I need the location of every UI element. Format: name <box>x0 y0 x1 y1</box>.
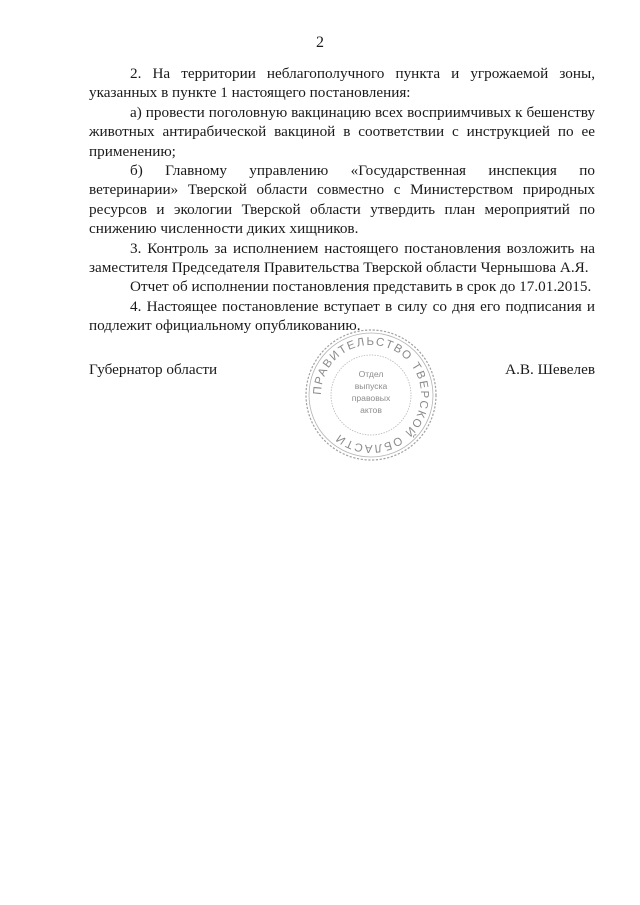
seal-ring-textpath: ПРАВИТЕЛЬСТВО ТВЕРСКОЙ ОБЛАСТИ <box>311 335 431 455</box>
paragraph-report-deadline: Отчет об исполнении постановления представить в срок до 17.01.2015. <box>130 278 592 296</box>
paragraph-item-2b: б) Главному управлению «Государственная инспекция по ветеринарии» Тверской области совместно с Министерством природных ресурсов и экологии Тверской области утвердить план мероприятий по снижению численности диких хищников. <box>89 162 595 238</box>
document-body <box>89 64 595 336</box>
seal-center-line: Отдел <box>358 369 384 379</box>
signatory-name: А.В. Шевелев <box>505 361 595 378</box>
paragraph-item-4: 4. Настоящее постановление вступает в силу со дня его подписания и подлежит официальному опубликованию. <box>89 297 595 335</box>
official-seal-stamp <box>303 327 439 463</box>
seal-center-line: выпуска <box>354 381 388 391</box>
paragraph-item-2a: а) провести поголовную вакцинацию всех восприимчивых к бешенству животных антирабической вакциной в соответствии с инструкцией по ее применению; <box>89 103 595 160</box>
paragraph-item-2: 2. На территории неблагополучного пункта и угрожаемой зоны, указанных в пункте 1 настоящего постановления: <box>89 65 595 102</box>
seal-center-line: правовых <box>351 393 391 403</box>
seal-center-line: актов <box>360 405 382 415</box>
page-number: 2 <box>316 34 324 51</box>
paragraph-item-3: 3. Контроль за исполнением настоящего постановления возложить на заместителя Председателя Правительства Тверской области Чернышова А.Я. <box>89 239 595 277</box>
signatory-position: Губернатор области <box>89 361 218 378</box>
